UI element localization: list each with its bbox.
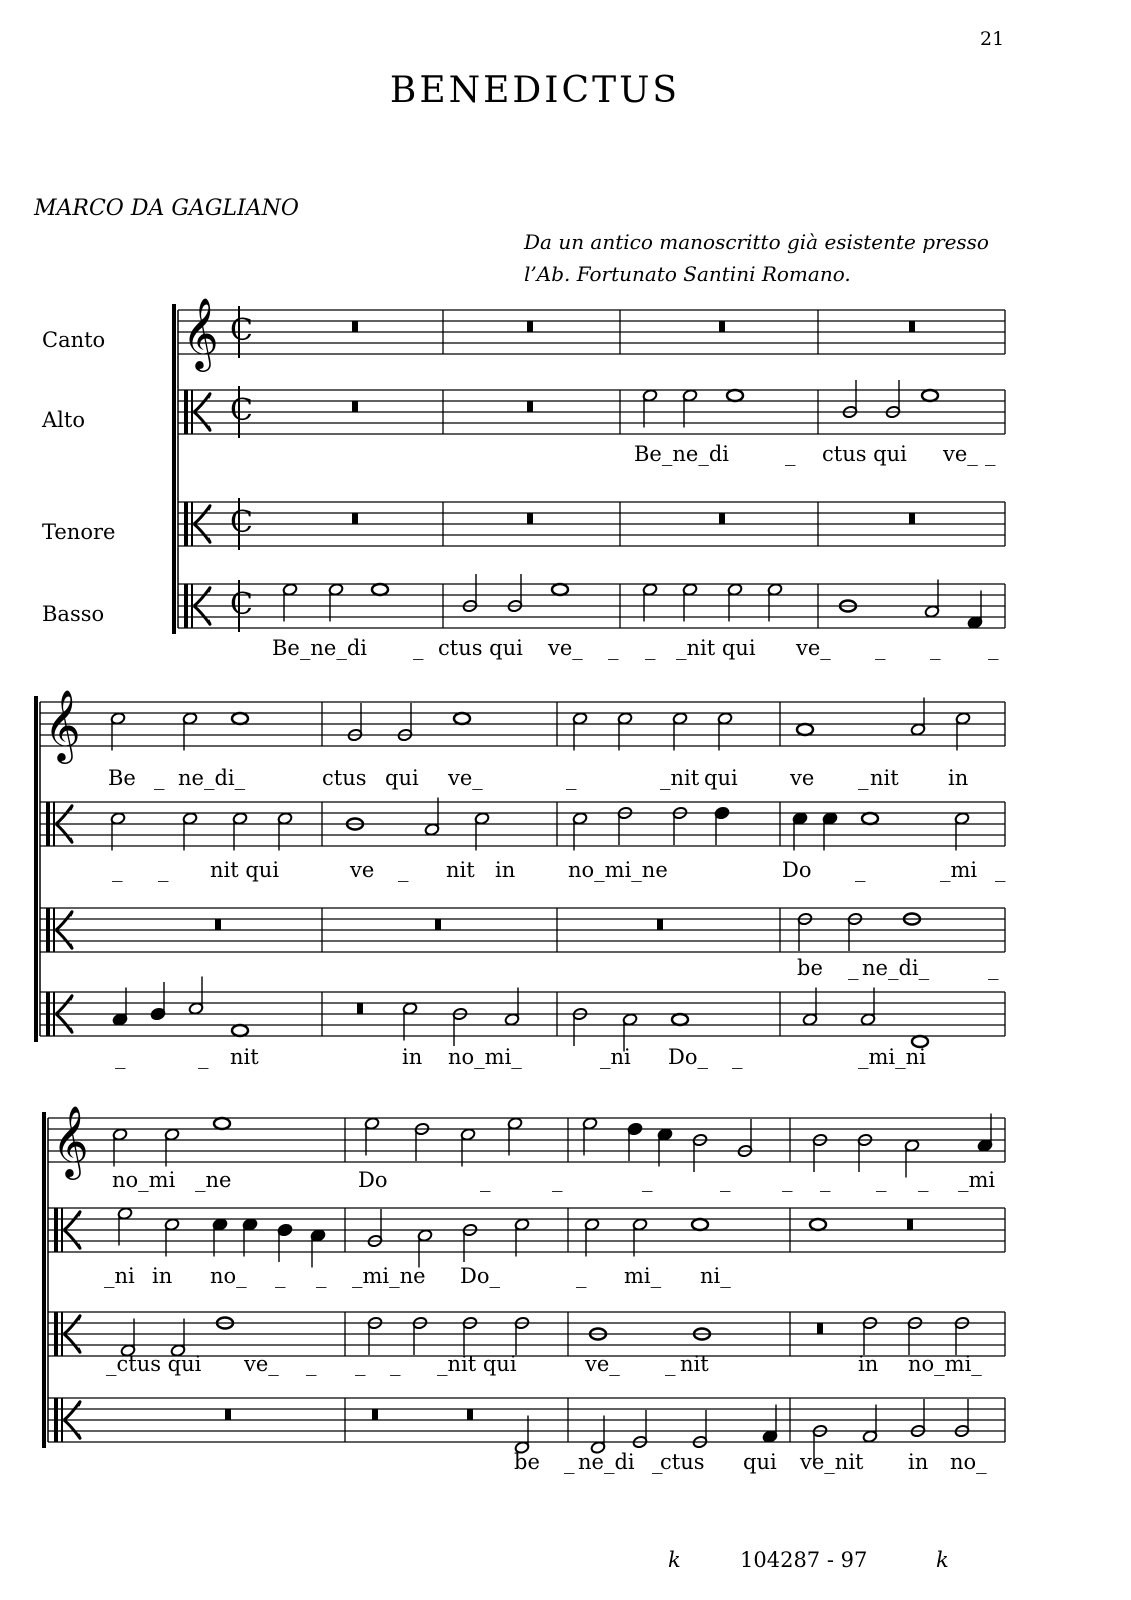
c-clef-icon	[53, 908, 55, 952]
lyric-syllable: _	[413, 636, 424, 660]
lyric-syllable: _	[875, 636, 886, 660]
whole-rest	[357, 1003, 363, 1014]
lyric-syllable: _	[855, 858, 866, 882]
lyric-syllable: mi_	[624, 1264, 662, 1288]
lyric-syllable: ne_di_	[178, 766, 246, 790]
lyric-syllable: nit	[680, 1352, 709, 1376]
c-clef-icon	[184, 584, 188, 628]
lyric-syllable: Do	[782, 858, 812, 882]
lyric-syllable: in	[152, 1264, 173, 1288]
lyric-syllable: _	[154, 766, 165, 790]
lyric-syllable: _	[782, 1168, 793, 1192]
voice-label-alto: Alto	[42, 408, 85, 432]
lyric-syllable: _	[480, 1168, 491, 1192]
lyric-syllable: no_mi_	[908, 1352, 982, 1376]
whole-rest	[719, 321, 725, 332]
lyric-syllable: no_mi_ne	[568, 858, 668, 882]
c-clef-icon	[54, 1398, 58, 1442]
lyric-syllable: no_mi	[112, 1168, 176, 1192]
c-clef-icon	[53, 992, 55, 1036]
lyric-syllable: ne_di	[578, 1450, 635, 1474]
composer-name: MARCO DA GAGLIANO	[34, 196, 299, 221]
lyric-syllable: _ctus qui	[106, 1352, 202, 1376]
lyric-syllable: _	[652, 1450, 663, 1474]
lyric-syllable: _	[665, 1352, 676, 1376]
voice-label-canto: Canto	[42, 328, 106, 352]
whole-rest	[719, 513, 725, 524]
lyric-syllable: ni_	[700, 1264, 731, 1288]
source-note-line-1: Da un antico manoscritto già esistente presso	[524, 230, 989, 254]
lyric-syllable: _	[918, 1168, 929, 1192]
lyric-syllable: _	[988, 956, 999, 980]
lyric-syllable: Be_ne_di	[272, 636, 367, 660]
c-clef-icon	[61, 1398, 63, 1442]
whole-note	[214, 1118, 230, 1129]
whole-rest	[467, 1409, 473, 1420]
source-note-line-2: l’Ab. Fortunato Santini Romano.	[524, 262, 851, 286]
whole-rest	[215, 919, 221, 930]
lyric-syllable: nit	[870, 766, 899, 790]
whole-rest	[352, 321, 358, 332]
lyric-syllable: _	[876, 1168, 887, 1192]
page-title: BENEDICTUS	[389, 70, 681, 111]
lyric-syllable: ctus	[660, 1450, 705, 1474]
c-clef-icon	[54, 1208, 58, 1252]
lyric-syllable: _	[275, 1264, 286, 1288]
c-clef-icon	[191, 390, 193, 434]
lyric-syllable: _nit qui	[437, 1352, 517, 1376]
lyric-syllable: no_	[210, 1264, 247, 1288]
c-clef-icon	[53, 802, 55, 846]
page-number: 21	[980, 28, 1005, 50]
lyric-syllable: qui	[385, 766, 419, 790]
lyric-syllable: _	[576, 1264, 587, 1288]
whole-rest	[372, 1409, 378, 1420]
lyric-syllable: _	[158, 858, 169, 882]
c-clef-icon	[61, 1312, 63, 1356]
footer-mark-right: k	[936, 1548, 949, 1572]
lyric-syllable: _	[398, 858, 409, 882]
c-clef-icon	[46, 802, 50, 846]
lyric-syllable: _	[316, 1264, 327, 1288]
whole-note	[862, 813, 878, 824]
lyric-syllable: _	[732, 1045, 743, 1069]
lyric-syllable: ve	[350, 858, 375, 882]
lyric-syllable: _	[642, 1168, 653, 1192]
lyric-syllable: _mi	[958, 1168, 996, 1192]
c-clef-icon	[46, 908, 50, 952]
lyric-syllable: in	[495, 858, 516, 882]
lyric-syllable: _mi_ni	[858, 1045, 926, 1069]
lyric-syllable: in	[908, 1450, 929, 1474]
c-clef-icon	[184, 390, 188, 434]
whole-rest	[352, 513, 358, 524]
lyric-syllable: _mi	[940, 858, 978, 882]
whole-note	[454, 713, 470, 724]
lyric-syllable: Be_ne_di	[634, 442, 729, 466]
lyric-syllable: _mi_ne	[352, 1264, 426, 1288]
lyric-syllable: _	[985, 442, 996, 466]
voice-label-basso: Basso	[42, 602, 105, 626]
lyric-syllable: ctus qui	[822, 442, 907, 466]
lyric-syllable: _	[645, 636, 656, 660]
c-clef-icon	[184, 502, 188, 546]
lyric-syllable: ve_nit	[800, 1450, 864, 1474]
c-clef-icon	[54, 1312, 58, 1356]
lyric-syllable: in	[858, 1352, 879, 1376]
lyric-syllable: no_	[950, 1450, 987, 1474]
lyric-syllable: Do_	[668, 1045, 708, 1069]
lyric-syllable: _	[848, 956, 859, 980]
whole-note	[692, 1219, 708, 1230]
whole-rest	[527, 321, 533, 332]
lyric-syllable: _	[306, 1352, 317, 1376]
cut-time-icon: C	[230, 313, 253, 348]
lyric-syllable: ve_	[448, 766, 483, 790]
lyric-syllable: _	[858, 766, 869, 790]
c-clef-icon	[46, 992, 50, 1036]
lyric-syllable: ctus	[322, 766, 367, 790]
lyric-syllable: _ni	[104, 1264, 135, 1288]
lyric-syllable: qui	[743, 1450, 777, 1474]
voice-label-tenore: Tenore	[42, 520, 116, 544]
treble-clef-icon: 𝄞	[52, 1104, 89, 1177]
system-bracket	[42, 1112, 46, 1448]
whole-note	[797, 724, 813, 735]
system-bracket	[172, 304, 176, 634]
lyric-syllable: _	[198, 1045, 209, 1069]
lyric-syllable: _	[988, 636, 999, 660]
footer-mark-left: k	[668, 1548, 681, 1572]
whole-note	[372, 584, 388, 595]
lyric-syllable: _	[564, 1450, 575, 1474]
lyric-syllable: no_mi_	[448, 1045, 522, 1069]
lyric-syllable: _	[355, 1352, 366, 1376]
whole-rest	[817, 1323, 823, 1334]
cut-time-icon: C	[230, 505, 253, 540]
lyric-syllable: in	[948, 766, 969, 790]
whole-rest	[225, 1409, 231, 1420]
lyric-syllable: Do_	[460, 1264, 500, 1288]
lyric-syllable: _	[995, 858, 1006, 882]
lyric-syllable: _	[390, 1352, 401, 1376]
whole-rest	[435, 919, 441, 930]
whole-rest	[352, 401, 358, 412]
lyric-syllable: Do	[358, 1168, 388, 1192]
lyric-syllable: _	[785, 442, 796, 466]
lyric-syllable: be	[514, 1450, 540, 1474]
c-clef-icon	[61, 1208, 63, 1252]
lyric-syllable: _ne	[195, 1168, 232, 1192]
lyric-syllable: ve_	[796, 636, 831, 660]
lyric-syllable: nit	[230, 1045, 259, 1069]
lyric-syllable: _	[566, 766, 577, 790]
lyric-syllable: _ni	[600, 1045, 631, 1069]
lyric-syllable: ve_	[244, 1352, 279, 1376]
whole-rest	[657, 919, 663, 930]
whole-note	[552, 584, 568, 595]
c-clef-icon	[191, 584, 193, 628]
lyric-syllable: _	[720, 1168, 731, 1192]
lyric-syllable: _	[115, 1045, 126, 1069]
lyric-syllable: ve_	[585, 1352, 620, 1376]
plate-number: 104287 - 97	[740, 1548, 868, 1572]
lyric-syllable: ne_di_	[862, 956, 930, 980]
lyric-syllable: _	[552, 1168, 563, 1192]
lyric-syllable: _	[112, 858, 123, 882]
lyric-syllable: ve	[790, 766, 815, 790]
lyric-syllable: ve_	[548, 636, 583, 660]
lyric-syllable: Be	[108, 766, 136, 790]
whole-rest	[527, 513, 533, 524]
treble-clef-icon: 𝄞	[182, 296, 219, 369]
whole-note	[232, 713, 248, 724]
cut-time-icon: C	[230, 393, 253, 428]
lyric-syllable: in	[402, 1045, 423, 1069]
lyric-syllable: ctus qui	[438, 636, 523, 660]
lyric-syllable: ve_	[943, 442, 978, 466]
whole-rest	[909, 321, 915, 332]
lyric-syllable: nit qui	[210, 858, 280, 882]
system-bracket	[34, 696, 38, 1042]
whole-note	[232, 1025, 248, 1036]
lyric-syllable: _	[930, 636, 941, 660]
whole-note	[810, 1219, 826, 1230]
lyric-syllable: qui	[704, 766, 738, 790]
lyric-syllable: _	[608, 636, 619, 660]
lyric-syllable: _nit qui	[676, 636, 756, 660]
whole-note	[672, 1014, 688, 1025]
whole-rest	[527, 401, 533, 412]
lyric-syllable: be	[797, 956, 823, 980]
whole-rest	[907, 1219, 913, 1230]
whole-rest	[909, 513, 915, 524]
treble-clef-icon: 𝄞	[44, 688, 81, 761]
whole-note	[727, 390, 743, 401]
c-clef-icon	[191, 502, 193, 546]
whole-note	[922, 390, 938, 401]
lyric-syllable: _	[820, 1168, 831, 1192]
cut-time-icon: C	[230, 587, 253, 622]
lyric-syllable: _nit	[660, 766, 700, 790]
lyric-syllable: nit	[446, 858, 475, 882]
